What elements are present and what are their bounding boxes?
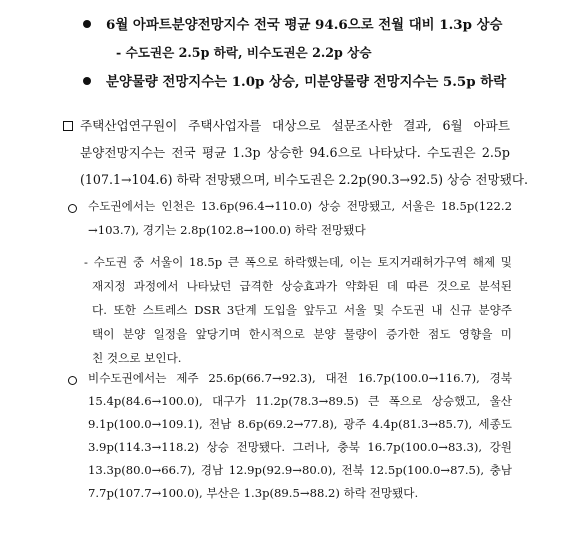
capital-line-2: →103.7), 경기는 2.8p(102.8→100.0) 하락 전망됐다 bbox=[88, 223, 366, 237]
bullet-icon bbox=[83, 20, 91, 28]
intro-line-3: (107.1→104.6) 하락 전망됐으며, 비수도권은 2.2p(90.3→92.5) 상승 전망됐다. bbox=[80, 172, 529, 187]
bullet-icon bbox=[83, 77, 91, 85]
summary-bullet-2: 분양물량 전망지수는 1.0p 상승, 미분양물량 전망지수는 5.5p 하락 bbox=[106, 74, 507, 90]
intro-line-2: 분양전망지수는 전국 평균 1.3p 상승한 94.6으로 나타났다. 수도권은 2.5p bbox=[80, 145, 510, 160]
capital-line-1: 수도권에서는 인천은 13.6p(96.4→110.0) 상승 전망됐고, 서울은 18.5p(122.2 bbox=[88, 199, 512, 213]
capital-note-line-4: 택이 분양 일정을 앞당기며 한시적으로 분양 물량이 증가한 점도 영향을 미 bbox=[92, 327, 512, 341]
intro-line-1: 주택산업연구원이 주택사업자를 대상으로 설문조사한 결과, 6월 아파트 bbox=[80, 118, 510, 133]
capital-note-line-2: 재지정 과정에서 나타났던 급격한 상승효과가 약화된 데 따른 것으로 분석된 bbox=[92, 279, 512, 293]
noncapital-line-6: 7.7p(107.7→100.0), 부산은 1.3p(89.5→88.2) 하락 전망됐다. bbox=[88, 486, 419, 500]
circle-bullet-icon bbox=[68, 204, 77, 213]
capital-note-line-3: 다. 또한 스트레스 DSR 3단계 도입을 앞두고 서울 및 수도권 내 신규 분양주 bbox=[92, 303, 512, 317]
capital-note-line-5: 친 것으로 보인다. bbox=[92, 351, 182, 365]
capital-note-line-1: - 수도권 중 서울이 18.5p 큰 폭으로 하락했는데, 이는 토지거래허가구역 해제 및 bbox=[84, 255, 512, 269]
noncapital-line-4: 3.9p(114.3→118.2) 상승 전망됐다. 그러나, 충북 16.7p(100.0→83.3), 강원 bbox=[88, 440, 512, 454]
noncapital-line-3: 9.1p(100.0→109.1), 전남 8.6p(69.2→77.8), 광주 4.4p(81.3→85.7), 세종도 bbox=[88, 417, 512, 431]
square-bullet-icon bbox=[63, 121, 73, 131]
noncapital-line-1: 비수도권에서는 제주 25.6p(66.7→92.3), 대전 16.7p(100.0→116.7), 경북 bbox=[88, 371, 512, 385]
summary-bullet-1-sub: - 수도권은 2.5p 하락, 비수도권은 2.2p 상승 bbox=[116, 45, 372, 60]
summary-bullet-1: 6월 아파트분양전망지수 전국 평균 94.6으로 전월 대비 1.3p 상승 bbox=[106, 17, 503, 33]
noncapital-line-2: 15.4p(84.6→100.0), 대구가 11.2p(78.3→89.5) 큰 폭으로 상승했고, 울산 bbox=[88, 394, 512, 408]
noncapital-line-5: 13.3p(80.0→66.7), 경남 12.9p(92.9→80.0), 전북 12.5p(100.0→87.5), 충남 bbox=[88, 463, 512, 477]
circle-bullet-icon bbox=[68, 376, 77, 385]
